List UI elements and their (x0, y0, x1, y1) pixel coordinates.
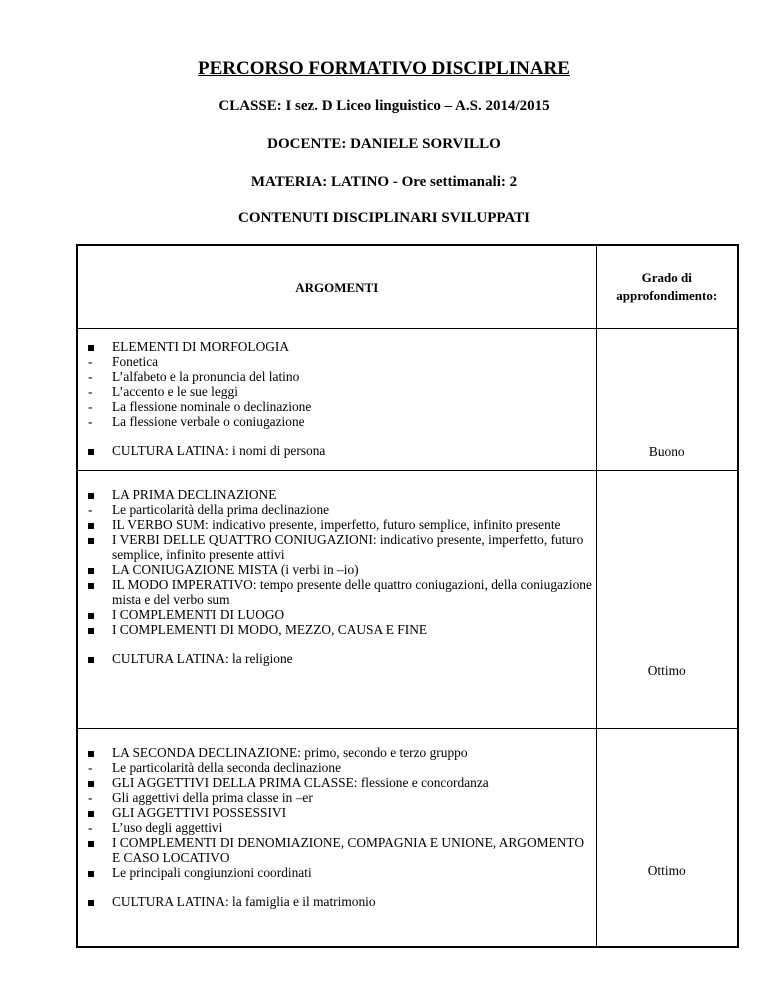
list-item: - La flessione nominale o declinazione (88, 399, 312, 414)
grade-value: Buono (648, 444, 685, 459)
list-item: - L’alfabeto e la pronuncia del latino (88, 369, 300, 384)
bullet-square-icon (88, 577, 100, 592)
list-item: I COMPLEMENTI DI DENOMIAZIONE, COMPAGNIA E UNIONE, ARGOMENTO E CASO LOCATIVO (88, 835, 596, 865)
list-item: I VERBI DELLE QUATTRO CONIUGAZIONI: indicativo presente, imperfetto, futuro semplice, infinito presente attivi (88, 532, 596, 562)
list-item: - Gli aggettivi della prima classe in –er (88, 790, 313, 805)
dash-icon: - (88, 820, 93, 835)
topics-cell (77, 729, 596, 947)
class-info: CLASSE: I sez. D Liceo linguistico – A.S. 2014/2015 (218, 98, 550, 114)
bullet-square-icon (88, 443, 100, 458)
grade-cell (596, 729, 738, 947)
dash-icon: - (88, 399, 93, 414)
subject-info: MATERIA: LATINO - Ore settimanali: 2 (250, 174, 518, 190)
dash-icon: - (88, 384, 93, 399)
list-item: I COMPLEMENTI DI MODO, MEZZO, CAUSA E FINE (88, 622, 596, 637)
list-item: ELEMENTI DI MORFOLOGIA (88, 339, 596, 354)
topics-cell (77, 471, 596, 729)
bullet-square-icon (88, 775, 100, 790)
bullet-square-icon (88, 865, 100, 880)
table-row (77, 729, 738, 947)
culture-item: CULTURA LATINA: la famiglia e il matrimonio (88, 894, 596, 909)
dash-icon: - (88, 354, 93, 369)
topic-list (78, 487, 596, 666)
column-header-argomenti: ARGOMENTI (77, 245, 596, 329)
list-item: - L’accento e le sue leggi (88, 384, 238, 399)
topic-list (78, 745, 596, 909)
bullet-square-icon (88, 651, 100, 666)
teacher-info: DOCENTE: DANIELE SORVILLO (267, 136, 501, 152)
topic-list (78, 339, 596, 458)
contents-table (76, 244, 739, 948)
list-item: GLI AGGETTIVI DELLA PRIMA CLASSE: flessione e concordanza (88, 775, 596, 790)
document-title: PERCORSO FORMATIVO DISCIPLINARE (198, 58, 570, 79)
list-item: IL MODO IMPERATIVO: tempo presente delle quattro coniugazioni, della coniugazione mista e del verbo sum (88, 577, 596, 607)
grade-value: Ottimo (647, 663, 686, 678)
table-header-row (77, 245, 738, 329)
bullet-square-icon (88, 745, 100, 760)
dash-icon: - (88, 369, 93, 384)
grade-value: Ottimo (647, 863, 686, 878)
list-item: LA PRIMA DECLINAZIONE (88, 487, 596, 502)
grade-cell (596, 329, 738, 471)
dash-icon: - (88, 760, 93, 775)
list-item: Le principali congiunzioni coordinati (88, 865, 596, 880)
table-row (77, 471, 738, 729)
bullet-square-icon (88, 562, 100, 577)
dash-icon: - (88, 502, 93, 517)
list-item: LA CONIUGAZIONE MISTA (i verbi in –io) (88, 562, 596, 577)
dash-icon: - (88, 790, 93, 805)
bullet-square-icon (88, 532, 100, 547)
list-item: I COMPLEMENTI DI LUOGO (88, 607, 596, 622)
bullet-square-icon (88, 487, 100, 502)
list-item: IL VERBO SUM: indicativo presente, imperfetto, futuro semplice, infinito presente (88, 517, 596, 532)
bullet-square-icon (88, 622, 100, 637)
list-item: - Le particolarità della prima declinazione (88, 502, 330, 517)
grade-cell (596, 471, 738, 729)
list-item: - L’uso degli aggettivi (88, 820, 223, 835)
list-item: - Fonetica (88, 354, 159, 369)
bullet-square-icon (88, 607, 100, 622)
column-header-grado: Grado di approfondimento: (596, 245, 738, 329)
table-row (77, 329, 738, 471)
dash-icon: - (88, 414, 93, 429)
topics-cell (77, 329, 596, 471)
bullet-square-icon (88, 805, 100, 820)
bullet-square-icon (88, 894, 100, 909)
list-item: - La flessione verbale o coniugazione (88, 414, 305, 429)
culture-item: CULTURA LATINA: i nomi di persona (88, 443, 596, 458)
list-item: - Le particolarità della seconda declinazione (88, 760, 342, 775)
list-item: LA SECONDA DECLINAZIONE: primo, secondo e terzo gruppo (88, 745, 596, 760)
bullet-square-icon (88, 517, 100, 532)
list-item: GLI AGGETTIVI POSSESSIVI (88, 805, 596, 820)
bullet-square-icon (88, 339, 100, 354)
bullet-square-icon (88, 835, 100, 850)
culture-item: CULTURA LATINA: la religione (88, 651, 596, 666)
section-heading: CONTENUTI DISCIPLINARI SVILUPPATI (238, 210, 530, 226)
